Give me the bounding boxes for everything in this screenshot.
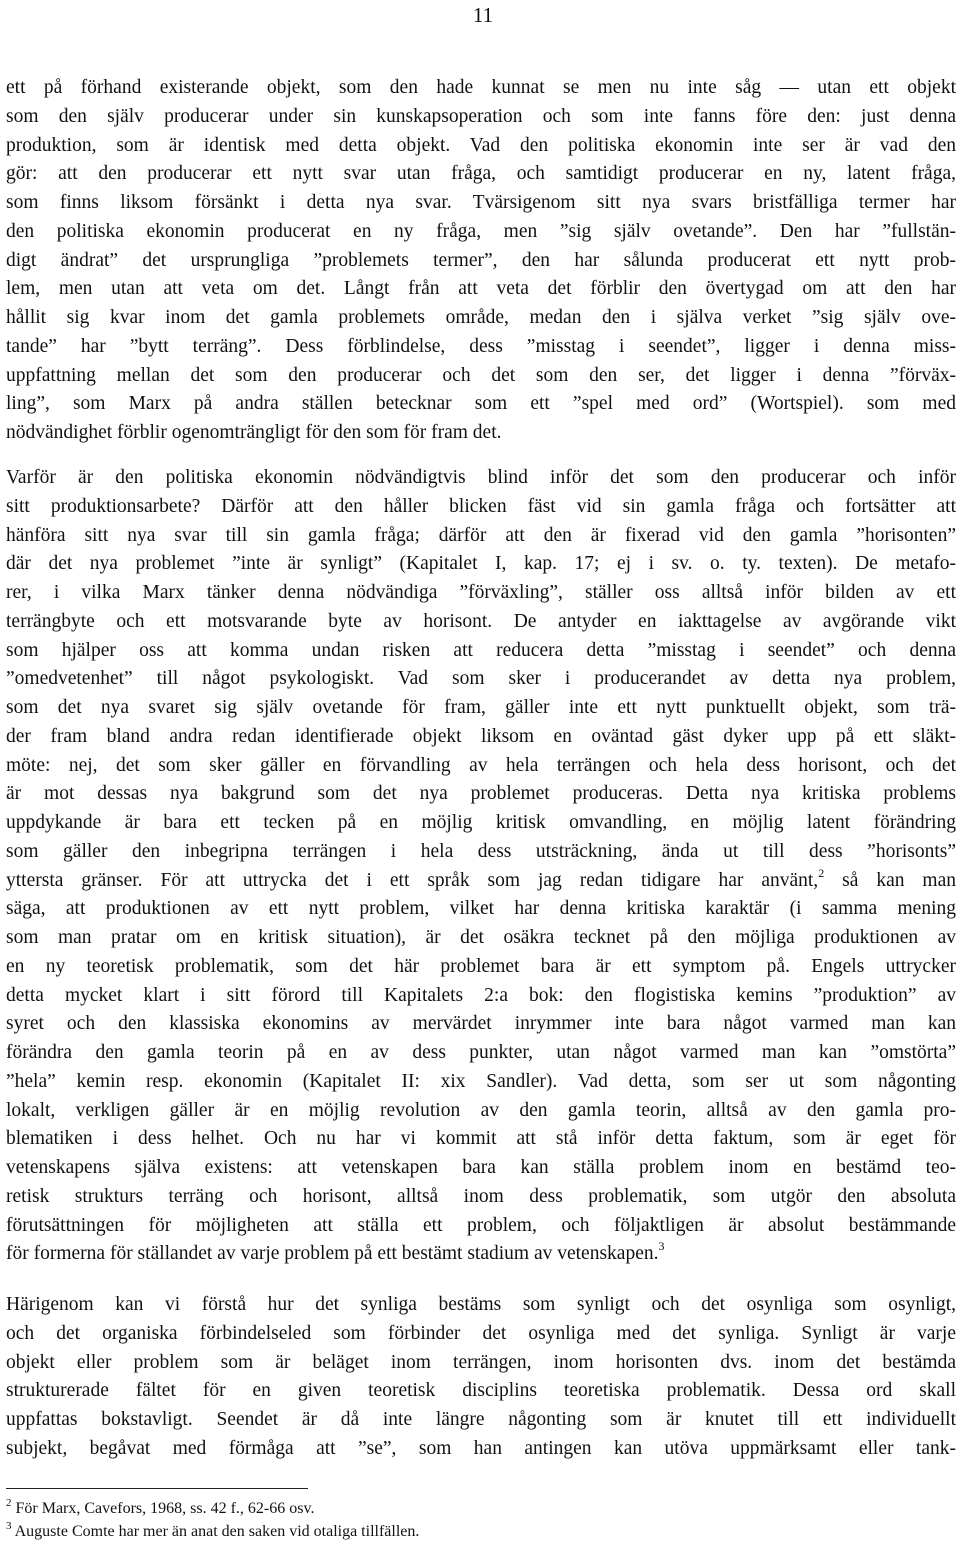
footnote-marker: 2 bbox=[6, 1497, 12, 1509]
text-line: blematiken i dess helhet. Och nu har vi kommit att stå inför detta faktum, som är eget för bbox=[6, 1128, 956, 1150]
paragraph-1 bbox=[6, 74, 956, 448]
text-line: nödvändighet förblir ogenomträngligt för den som för fram det. bbox=[6, 422, 502, 443]
text-line: där det nya problemet ”inte är synligt” (Kapitalet I, kap. 17; ej i sv. o. ty. texten). De metafo- bbox=[6, 553, 956, 575]
paragraph-2 bbox=[6, 464, 956, 1269]
text-line: lem, men utan att veta om det. Långt från att veta det förblir den övertygad om att den har bbox=[6, 278, 956, 300]
text-segment: yttersta gränser. För att uttrycka det i ett språk som jag redan tidigare har använt, bbox=[6, 869, 819, 891]
text-line: som det nya svaret sig själv ovetande för fram, gäller inte ett nytt punktuellt objekt, som trä- bbox=[6, 697, 956, 718]
text-line: ”hela” kemin resp. ekonomin (Kapitalet II: xix Sandler). Vad detta, som ser ut som någonting bbox=[6, 1070, 956, 1092]
text-segment: så kan man bbox=[824, 869, 956, 891]
text-line: tande” har ”bytt terräng”. Dess förblindelse, dess ”misstag i seendet”, ligger i denna miss- bbox=[6, 335, 956, 357]
text-line: gör: att den producerar ett nytt svar utan fråga, och samtidigt producerar en ny, latent fråga, bbox=[6, 163, 956, 185]
text-line: säga, att produktionen av ett nytt problem, vilket har denna kritiska karaktär (i samma mening bbox=[6, 898, 956, 920]
text-line: objekt eller problem som är beläget inom terrängen, inom horisonten dvs. inom det bestämda bbox=[6, 1351, 956, 1373]
text-line: Härigenom kan vi förstå hur det synliga bestäms som synligt och det osynliga som osynligt, bbox=[6, 1294, 956, 1315]
text-line: möte: nej, det som sker gäller en förvandling av hela terrängen och hela dess horisont, och det bbox=[6, 754, 956, 776]
footnote-separator bbox=[6, 1488, 308, 1489]
text-line: hänföra sitt nya svar till sin gamla fråga; därför att den är fixerad vid den gamla ”horisonten” bbox=[6, 524, 956, 546]
text-line: som finns liksom försänkt i detta nya svar. Tvärsigenom sitt nya svars bristfälliga termer har bbox=[6, 192, 956, 213]
text-line: vetenskapens själva existens: att vetenskapen bara kan ställa problem inom en bestämd teo- bbox=[6, 1157, 956, 1178]
page-number: 11 bbox=[472, 3, 494, 27]
text-line: förändra den gamla teorin på en av dess punkter, utan något varmed man kan ”omstörta” bbox=[6, 1042, 956, 1063]
footnote-3 bbox=[6, 1520, 946, 1543]
text-line: är mot dessas nya bakgrund som det nya problemet produceras. Detta nya kritiska problems bbox=[6, 783, 956, 805]
text-line: uppfattas bokstavligt. Seendet är då inte längre någonting som är knutet till ett individuellt bbox=[6, 1409, 956, 1430]
footnotes bbox=[6, 1497, 946, 1543]
text-line: uppfattning mellan det som den producerar och det som den ser, det ligger i denna ”förväx- bbox=[6, 364, 956, 386]
text-line: produktion, som är identisk med detta objekt. Vad den politiska ekonomin inte ser är vad den bbox=[6, 134, 956, 156]
text-line: lokalt, verkligen gäller är en möjlig revolution av den gamla teorin, alltså av den gamla pro- bbox=[6, 1099, 956, 1121]
text-line: digt ändrat” det ursprungliga ”problemets termer”, den har sålunda producerat ett nytt prob- bbox=[6, 249, 956, 271]
paragraph-3 bbox=[6, 1291, 956, 1464]
text-line: rer, i vilka Marx tänker denna nödvändiga ”förväxling”, ställer oss alltså inför bilden av ett bbox=[6, 582, 956, 603]
footnote-ref-3[interactable]: 3 bbox=[658, 1239, 665, 1254]
text-line: terrängbyte och ett motsvarande byte av horisont. De antyder en iakttagelse av avgörande vikt bbox=[6, 610, 956, 632]
footnote-2 bbox=[6, 1497, 946, 1520]
text-line: ling”, som Marx på andra ställen betecknar som ett ”spel med ord” (Wortspiel). som med bbox=[6, 393, 956, 415]
text-line: syret och den klassiska ekonomins av mervärdet inrymmer inte bara något varmed man kan bbox=[6, 1013, 956, 1035]
text-line: retisk strukturs terräng och horisont, alltså inom dess problematik, som utgör den absoluta bbox=[6, 1185, 956, 1207]
text-line: der fram bland andra redan identifierade objekt liksom en oväntad gäst dyker upp på ett släkt- bbox=[6, 725, 956, 747]
text-line: som den själv producerar under sin kunskapsoperation och som inte fanns före den: just denna bbox=[6, 105, 956, 127]
footnote-marker: 3 bbox=[6, 1520, 12, 1532]
text-line: strukturerade fältet för en given teoretisk disciplins teoretiska problematik. Dessa ord skall bbox=[6, 1380, 956, 1402]
text-line: den politiska ekonomin producerat en ny fråga, men ”sig själv ovetande”. Den har ”fullstän- bbox=[6, 220, 956, 242]
text-line: uppdykande är bara ett tecken på en möjlig kritisk omvandling, en möjlig latent förändring bbox=[6, 812, 956, 833]
text-line-with-footnote-ref bbox=[6, 1240, 956, 1269]
text-line: och det organiska förbindelseled som förbinder det osynliga med det synliga. Synligt är varje bbox=[6, 1322, 956, 1344]
text-line: detta mycket klart i sitt förord till Kapitalets 2:a bok: den flogistiska kemins ”produktion” av bbox=[6, 984, 956, 1006]
text-line: som man pratar om en kritisk situation), är det osäkra tecknet på den möjliga produktionen av bbox=[6, 927, 956, 948]
text-line: som hjälper oss att komma undan risken att reducera detta ”misstag i seendet” och denna bbox=[6, 639, 956, 661]
text-line: som gäller den inbegripna terrängen i hela dess utsträckning, ända ut till dess ”horisonts” bbox=[6, 840, 956, 862]
text-line: hållit sig kvar inom det gamla problemets område, medan den i själva verket ”sig själv ove- bbox=[6, 307, 956, 328]
text-line-with-footnote-ref bbox=[6, 867, 956, 896]
text-line: ett på förhand existerande objekt, som den hade kunnat se men nu inte såg — utan ett objekt bbox=[6, 77, 956, 98]
footnote-ref-2[interactable]: 2 bbox=[818, 865, 825, 880]
footnote-text: Auguste Comte har mer än anat den saken vid otaliga tillfällen. bbox=[11, 1523, 420, 1540]
text-line: subjekt, begåvat med förmåga att ”se”, som han antingen kan utöva uppmärksamt eller tank- bbox=[6, 1437, 956, 1459]
text-line: ”omedvetenhet” till något psykologiskt. Vad som sker i producerandet av detta nya problem, bbox=[6, 668, 956, 690]
footnote-text: För Marx, Cavefors, 1968, ss. 42 f., 62-66 osv. bbox=[11, 1500, 315, 1517]
text-line: en ny teoretisk problematik, som det här problemet bara är ett symptom på. Engels uttrycker bbox=[6, 955, 956, 977]
text-line: Varför är den politiska ekonomin nödvändigtvis blind inför det som den producerar och inför bbox=[6, 467, 956, 488]
text-segment: för formerna för ställandet av varje problem på ett bestämt stadium av vetenskapen. bbox=[6, 1243, 659, 1265]
text-line: sitt produktionsarbete? Därför att den håller blicken fäst vid sin gamla fråga och fortsätter att bbox=[6, 495, 956, 517]
text-line: förutsättningen för möjligheten att ställa ett problem, och följaktligen är absolut bestämmande bbox=[6, 1214, 956, 1236]
